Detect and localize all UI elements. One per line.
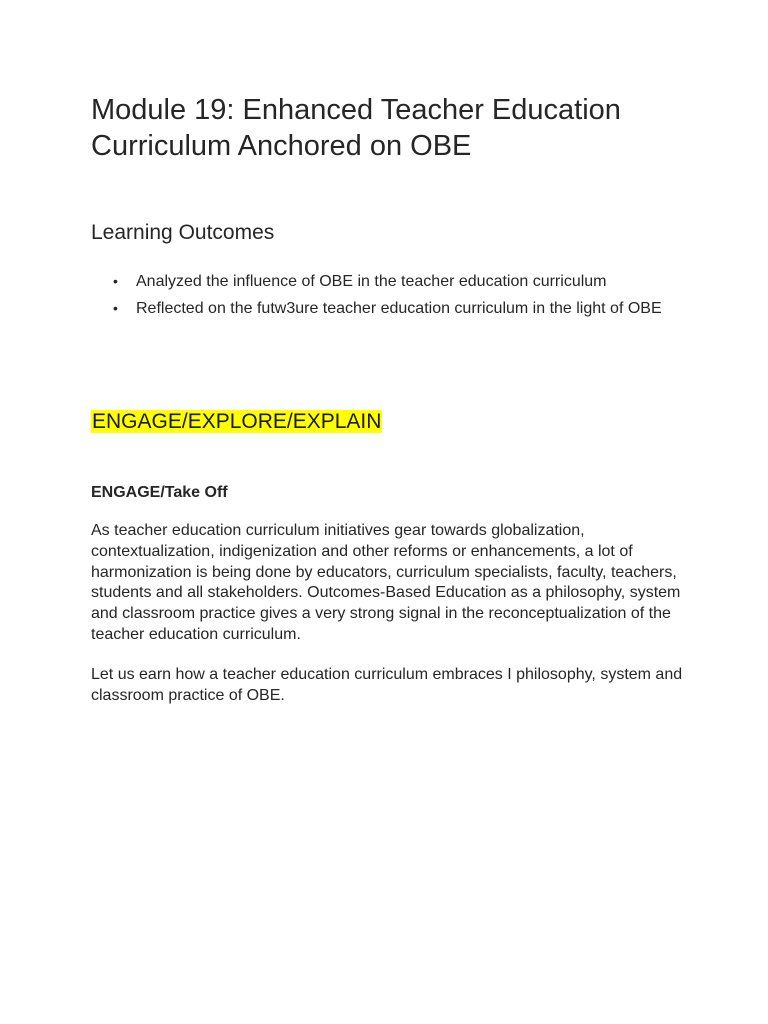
- bullet-icon: •: [113, 273, 118, 289]
- section-heading: [91, 408, 382, 436]
- module-title: Module 19: Enhanced Teacher Education Curriculum Anchored on OBE: [91, 94, 621, 162]
- outcome-text: Reflected on the futw3ure teacher education curriculum in the light of OBE: [136, 300, 662, 317]
- list-item: [91, 295, 691, 322]
- highlighted-heading-text: ENGAGE/EXPLORE/EXPLAIN: [92, 410, 382, 433]
- bullet-icon: •: [113, 300, 118, 316]
- paragraph: As teacher education curriculum initiatives gear towards globalization, contextualization, indigenization and other reforms or enhancements, a lot of harmonization is being done by educators, curriculum specialists, faculty, teachers, students and all stakeholders. Outcomes-Based Education as a philosophy, system and classroom practice gives a very strong signal in the reconceptualization of the teacher education curriculum.: [91, 522, 681, 643]
- list-item: [91, 268, 691, 295]
- outcome-text: Analyzed the influence of OBE in the teacher education curriculum: [136, 273, 607, 290]
- learning-outcomes-heading: Learning Outcomes: [91, 221, 275, 244]
- engage-subheading: ENGAGE/Take Off: [91, 484, 228, 501]
- learning-outcomes-list: [91, 268, 691, 322]
- paragraph: Let us earn how a teacher education curriculum embraces I philosophy, system and classroom practice of OBE.: [91, 666, 683, 704]
